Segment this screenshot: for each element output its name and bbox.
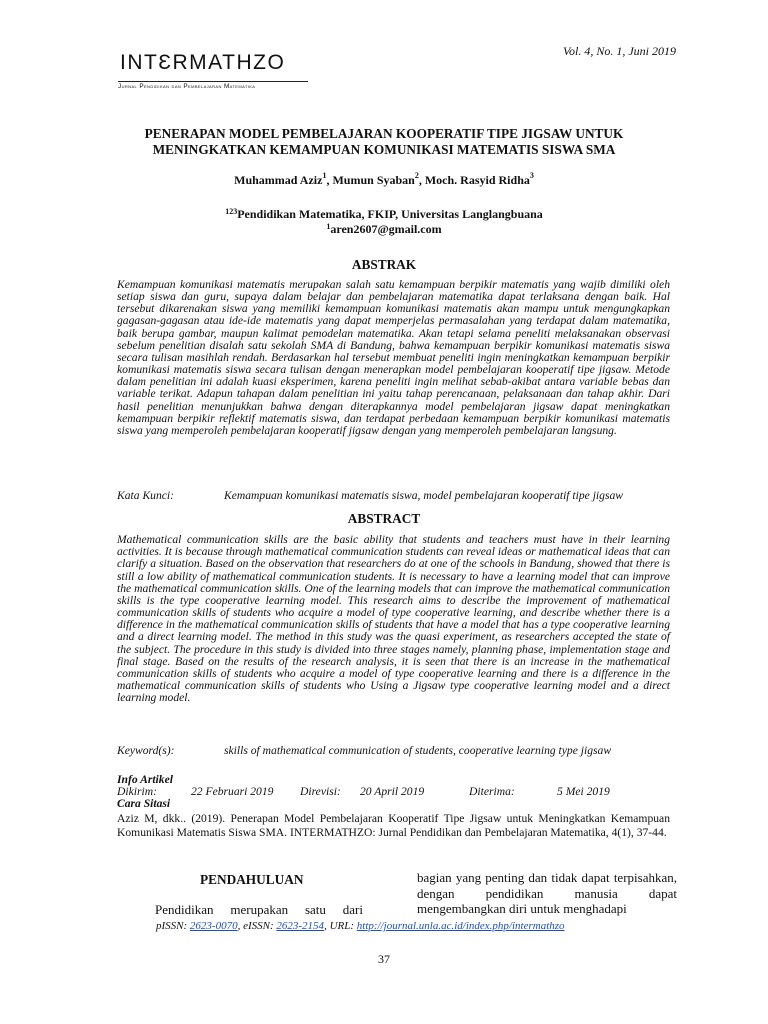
- accepted-label: Diterima:: [469, 785, 515, 799]
- url-label: , URL:: [324, 920, 355, 932]
- received-label: Dikirim:: [117, 785, 157, 799]
- pissn-link[interactable]: 2623-0070: [189, 920, 238, 932]
- revised-date: 20 April 2019: [360, 785, 425, 799]
- accepted-date: 5 Mei 2019: [557, 785, 610, 799]
- citation-text: Aziz M, dkk.. (2019). Penerapan Model Pembelajaran Kooperatif Tipe Jigsaw untuk Meningkatkan Kemampuan Komunikasi Matematis Siswa SMA. INTERMATHZO: Jurnal Pendidikan dan Pembelajaran Matematika, 4(1), 37-44.: [117, 812, 670, 839]
- keywords-label: Kata Kunci:: [117, 489, 175, 502]
- abstrak-text: [117, 279, 670, 437]
- body-left-column: [117, 902, 363, 918]
- section-heading-pendahuluan: PENDAHULUAN: [200, 872, 304, 887]
- author-name: Moch. Rasyid Ridha: [424, 173, 530, 187]
- author-sup: 3: [529, 171, 534, 180]
- abstrak-paragraph: Kemampuan komunikasi matematis merupakan salah satu kemampuan berpikir matematis yang wajib dimiliki oleh setiap siswa dan guru, supaya dalam belajar dan pembelajaran matematika dapat terlaksana dengan baik. Hal tersebut dikarenakan siswa yang memiliki kemampuan komunikasi matematis akan mampu untuk mengungkapkan gagasan-gagasan atau ide-ide matematis yang dapat memperjelas permasalahan yang terdapat dalam matematika, baik berupa gambar, maupun kalimat pemodelan matematika. Akan tetapi selama peneliti melaksanakan observasi sebelum penelitian disalah satu sekolah SMA di Bandung, bahwa kemampuan berpikir komunikasi matematis siswa secara tulisan masihlah rendah. Berdasarkan hal tersebut membuat peneliti ingin meningkatkan kemampuan berpikir komunikasi matematis siswa secara tulisan dengan menerapkan model pembelajaran kooperatif tipe jigsaw. Metode dalam penelitian ini adalah kuasi eksperimen, karena peneliti ingin melihat sebab-akibat antara variable bebas dan variable terikat. Adapun tahapan dalam penelitian ini yaitu tahap perencanaan, pelaksanaan dan tahap akhir. Dari hasil penelitian menunjukkan bahwa dengan diterapkannya model pembelajaran jigsaw dapat meningkatkan kemampuan berpikir reflektif matematis siswa, dan terdapat perbedaan kemampuan berpikir komunikasi matematis siswa yang memperoleh pembelajaran kooperatif jigsaw dengan yang memperoleh pembelajaran langsung.: [117, 278, 670, 437]
- affiliation-sup: 123: [225, 207, 238, 216]
- author-list: Muhammad Aziz$^1$, Mumun Syaban$^2$, Moch. Rasyid Ridha$^3$: [234, 171, 534, 187]
- body-left-text: Pendidikan merupakan satu dari: [155, 902, 363, 917]
- email-sup: 1: [326, 221, 331, 231]
- body-right-column: [417, 870, 677, 917]
- info-dates: [117, 786, 677, 798]
- cite-heading: Cara Sitasi: [117, 797, 171, 811]
- author-email[interactable]: aren2607@gmail.com: [330, 221, 442, 236]
- volume-info: Vol. 4, No. 1, Juni 2019: [563, 44, 676, 58]
- issn-footer: [156, 920, 565, 932]
- body-right-text: bagian yang penting dan tidak dapat terpisahkan, dengan pendidikan manusia dapat mengembangkan diri untuk menghadapi: [417, 870, 677, 917]
- keywords-text: skills of mathematical communication of students, cooperative learning type jigsaw: [224, 744, 612, 757]
- revised-label: Direvisi:: [300, 785, 341, 799]
- logo-divider: [118, 81, 308, 82]
- info-heading: Info Artikel: [117, 773, 173, 786]
- abstrak-heading: ABSTRAK: [351, 257, 417, 272]
- author-sup: 1: [322, 171, 327, 180]
- eissn-link[interactable]: 2623-2154: [276, 920, 325, 932]
- author-name: Muhammad Aziz: [234, 173, 323, 187]
- journal-logo: INTƐRMATHZO: [120, 51, 286, 74]
- author-sup: 2: [414, 171, 419, 180]
- page-number: 37: [378, 952, 390, 966]
- keywords-text: Kemampuan komunikasi matematis siswa, model pembelajaran kooperatif tipe jigsaw: [224, 489, 623, 502]
- affiliation-block: [100, 207, 668, 236]
- eissn-label: , eISSN:: [237, 920, 274, 932]
- abstract-heading: ABSTRACT: [347, 511, 421, 526]
- abstrak-keywords: [117, 489, 677, 502]
- article-info: [117, 774, 677, 811]
- keywords-label: Keyword(s):: [117, 744, 175, 757]
- paper-title: PENERAPAN MODEL PEMBELAJARAN KOOPERATIF TIPE JIGSAW UNTUK MENINGKATKAN KEMAMPUAN KOMUNIKASI MATEMATIS SISWA SMA: [144, 126, 624, 157]
- abstract-text: [117, 534, 670, 704]
- pissn-label: pISSN:: [156, 920, 188, 932]
- journal-subtitle: Jurnal Pendidikan dan Pembelajaran Matematika: [118, 83, 256, 90]
- journal-url-link[interactable]: http://journal.unla.ac.id/index.php/intermathzo: [356, 920, 565, 932]
- abstract-keywords: [117, 744, 677, 757]
- author-name: Mumun Syaban: [332, 173, 415, 187]
- received-date: 22 Februari 2019: [191, 785, 274, 799]
- abstract-paragraph: Mathematical communication skills are the basic ability that students and teachers must have in their learning activities. It is because through mathematical communication students can reveal ideas or mathematical ideas that can clarify a situation. Based on the observation that researchers do at one of the schools in Bandung, showed that there is still a low ability of mathematical communication students. It is necessary to have a learning model that can improve the mathematical communication skills. One of the learning models that can improve the mathematical communication skills is the type cooperative learning model. This research aims to describe the improvement of mathematical communication skills of students who acquire a model of type cooperative learning, and describe whether there is a difference in the mathematical communication skills of students that have a model that has a type cooperative learning and a direct learning model. The method in this study was the quasi experiment, as researchers accepted the state of the subject. The procedure in this study is divided into three stages namely, planning phase, implementation stage and final stage. Based on the results of the research analysis, it is seen that there is an increase in the mathematical communication skills of students who acquire a model of type cooperative learning and there is a difference in the mathematical communication skills of students who Using a Jigsaw type cooperative learning model and a direct learning model.: [117, 533, 670, 705]
- affiliation-text: Pendidikan Matematika, FKIP, Universitas Langlangbuana: [237, 207, 543, 221]
